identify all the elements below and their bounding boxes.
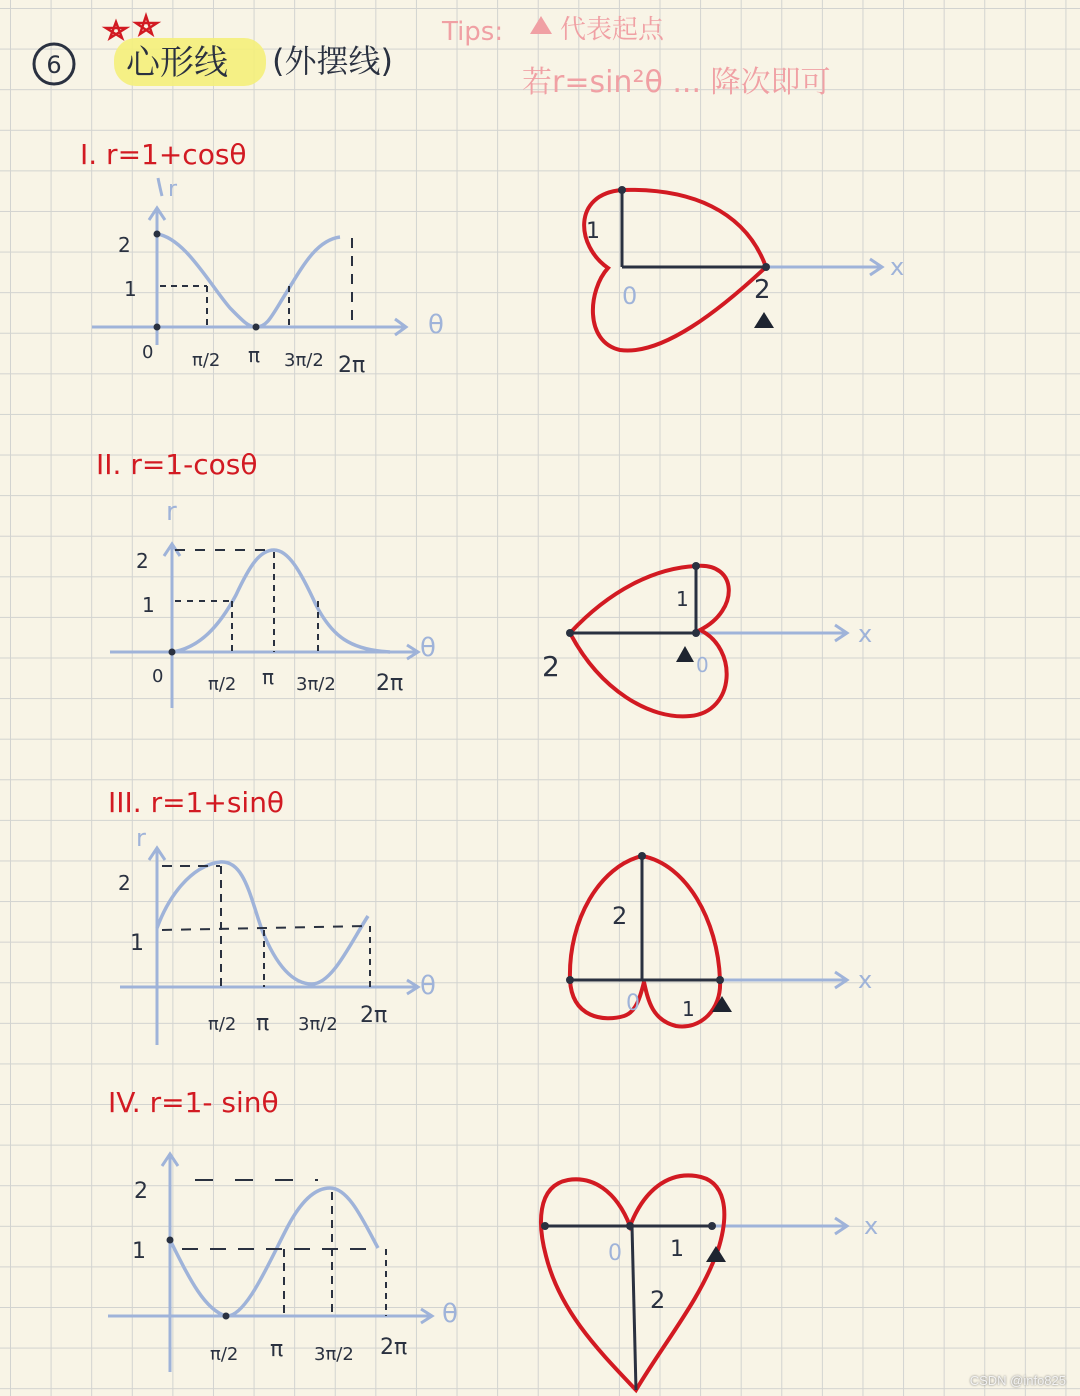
radius-line	[632, 1226, 636, 1390]
r-mark	[158, 178, 162, 196]
point	[169, 649, 176, 656]
guide-line	[162, 926, 368, 930]
x-tick-pi: π	[248, 343, 261, 367]
y-tick-1: 1	[142, 593, 155, 617]
x-tick-pi: π	[270, 1337, 284, 1362]
x-tick-3half-pi: 3π/2	[298, 1014, 338, 1035]
x-tick-half-pi: π/2	[208, 674, 237, 695]
label-2: 2	[542, 650, 560, 683]
y-tick-2: 2	[118, 233, 131, 257]
x-tick-half-pi: π/2	[192, 350, 221, 371]
point	[167, 1237, 174, 1244]
origin-label: 0	[622, 282, 638, 310]
y-tick-2: 2	[136, 549, 149, 573]
point	[566, 976, 574, 984]
y-tick-1: 1	[130, 931, 144, 956]
theta-label: θ	[442, 1299, 458, 1329]
origin-label: 0	[152, 666, 164, 687]
point	[154, 231, 161, 238]
graph-2	[110, 497, 436, 708]
theta-label: θ	[420, 971, 436, 1001]
start-triangle-icon	[754, 312, 774, 328]
x-label: x	[890, 253, 905, 281]
x-tick-2pi: 2π	[338, 353, 366, 378]
curve	[170, 1188, 378, 1316]
subtitle: (外摆线)	[272, 42, 393, 80]
x-tick-2pi: 2π	[360, 1003, 388, 1028]
point	[626, 1222, 634, 1230]
graph-3	[118, 824, 436, 1045]
label-1: 1	[682, 997, 695, 1021]
point	[638, 852, 646, 860]
label-1: 1	[670, 1237, 684, 1262]
start-triangle-icon	[676, 646, 694, 662]
point	[618, 186, 626, 194]
tips-label: Tips:	[442, 17, 504, 47]
title: 心形线	[126, 43, 228, 83]
x-tick-pi: π	[262, 665, 275, 689]
label-2: 2	[650, 1286, 666, 1314]
x-label: x	[858, 620, 873, 648]
x-tick-3half-pi: 3π/2	[314, 1344, 354, 1365]
point	[566, 629, 574, 637]
x-label: x	[858, 966, 873, 994]
graph-4	[108, 1154, 458, 1372]
label-1: 1	[676, 587, 689, 611]
star-icon	[106, 22, 126, 38]
polar-1	[584, 186, 904, 351]
section-3-heading: III. r=1+sinθ	[108, 786, 285, 819]
curve	[157, 234, 340, 327]
x-tick-3half-pi: 3π/2	[296, 674, 336, 695]
point	[692, 629, 700, 637]
y-tick-2: 2	[118, 871, 131, 895]
theta-label: θ	[420, 633, 436, 663]
origin-label: 0	[696, 653, 709, 677]
point	[692, 562, 700, 570]
x-tick-3half-pi: 3π/2	[284, 350, 324, 371]
point	[154, 324, 161, 331]
polar-2	[542, 562, 872, 716]
x-label: x	[864, 1212, 879, 1240]
point	[223, 1313, 230, 1320]
point	[708, 1222, 716, 1230]
r-label: r	[168, 177, 178, 202]
point	[253, 324, 260, 331]
x-tick-2pi: 2π	[380, 1335, 408, 1360]
section-number: 6	[46, 51, 62, 79]
cardioid	[570, 566, 729, 717]
cardioid	[570, 856, 720, 1027]
star-icon	[136, 16, 157, 34]
y-tick-2: 2	[134, 1179, 148, 1204]
graph-1	[92, 177, 444, 378]
label-2: 2	[612, 902, 628, 930]
origin-label: 0	[608, 1241, 622, 1266]
start-triangle-icon	[706, 1246, 726, 1262]
x-tick-half-pi: π/2	[208, 1014, 237, 1035]
point	[762, 263, 770, 271]
section-4-heading: IV. r=1- sinθ	[108, 1086, 279, 1119]
x-tick-pi: π	[256, 1011, 270, 1036]
r-label: r	[166, 497, 177, 527]
x-tick-2pi: 2π	[376, 671, 404, 696]
label-1: 1	[586, 219, 600, 244]
theta-label: θ	[428, 310, 444, 340]
label-2: 2	[754, 275, 771, 305]
curve	[157, 862, 368, 984]
y-tick-1: 1	[132, 1239, 146, 1264]
section-2-heading: II. r=1-cosθ	[96, 448, 258, 481]
tips-line2: 若r=sin²θ ... 降次即可	[522, 65, 831, 100]
tips-line1: 代表起点	[560, 15, 665, 45]
x-tick-half-pi: π/2	[210, 1344, 239, 1365]
watermark: CSDN @info825	[969, 1373, 1066, 1388]
cardioid	[584, 190, 766, 351]
polar-3	[566, 852, 872, 1027]
origin-label: 0	[626, 991, 640, 1016]
origin-label: 0	[142, 342, 154, 363]
point	[541, 1222, 549, 1230]
y-tick-1: 1	[124, 277, 137, 301]
point	[716, 976, 724, 984]
triangle-icon	[530, 16, 552, 34]
polar-4	[541, 1175, 878, 1390]
r-label: r	[136, 824, 146, 852]
section-1-heading: I. r=1+cosθ	[80, 138, 247, 171]
header	[34, 15, 831, 100]
